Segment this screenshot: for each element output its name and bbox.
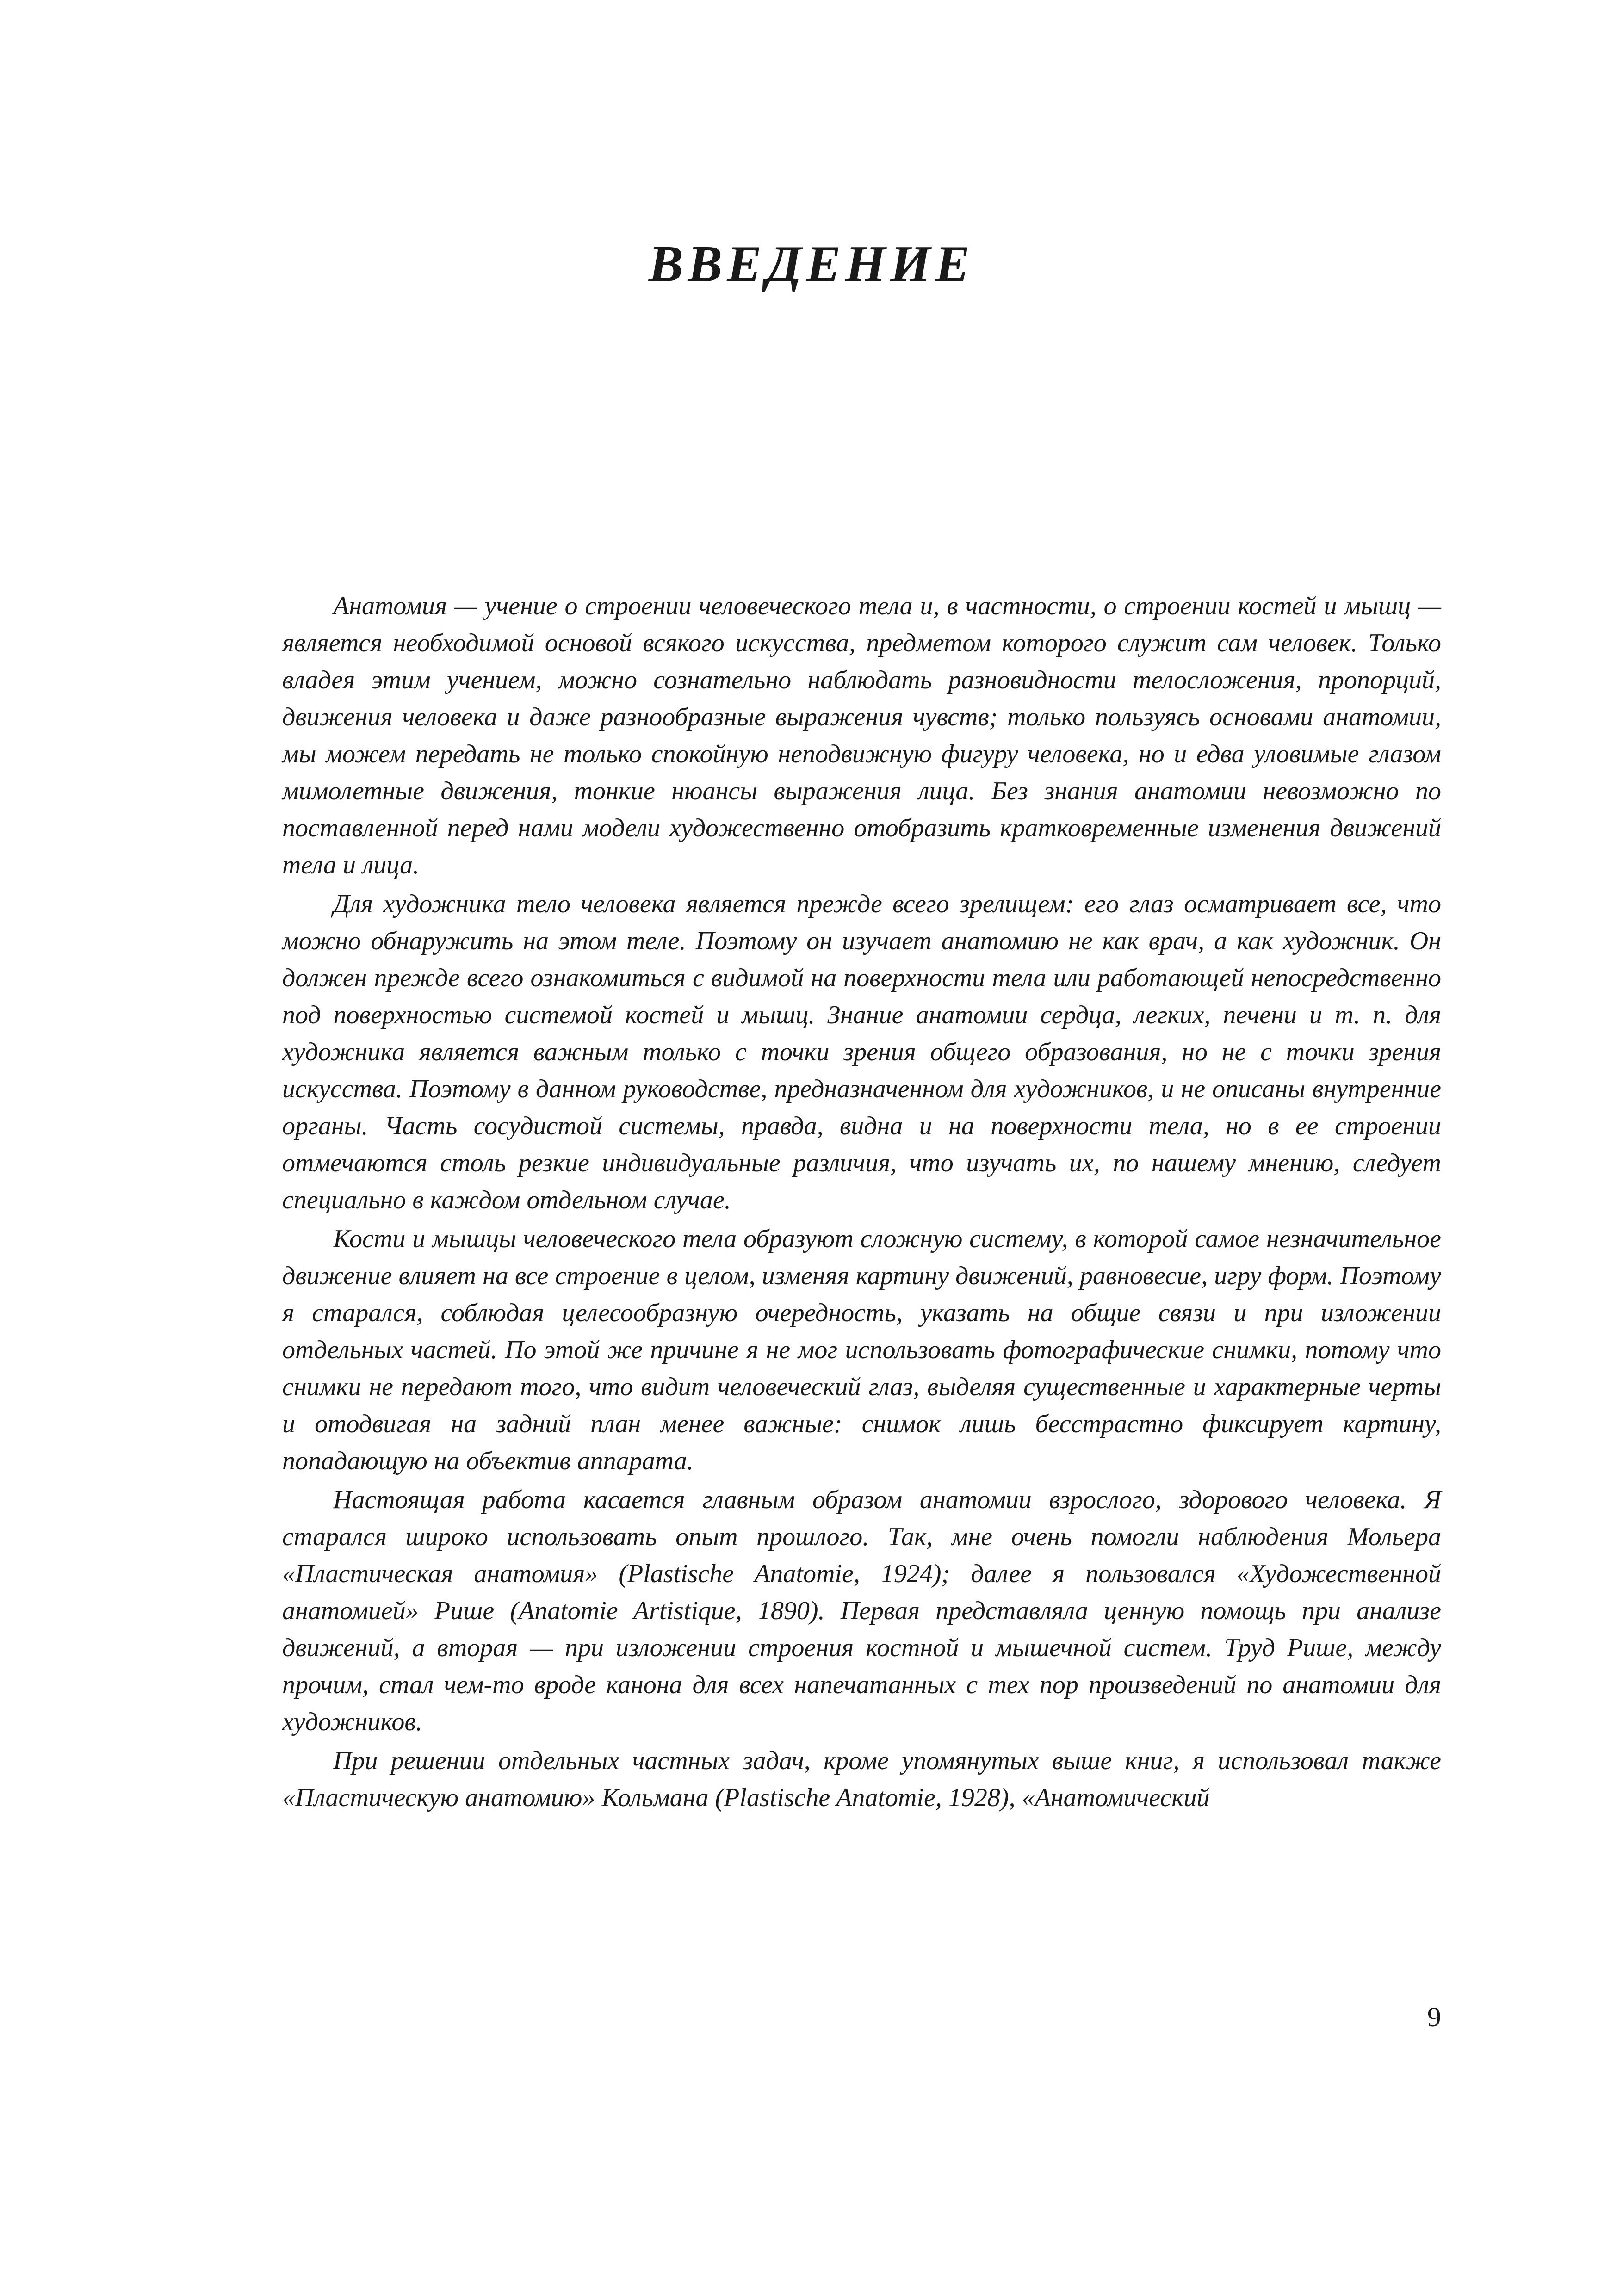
page-title: ВВЕДЕНИЕ xyxy=(648,235,975,293)
paragraph-2: Для художника тело человека является прежде всего зрелищем: его глаз осматривает все, что можно обнаружить на этом теле. Поэтому он изучает анатомию не как врач, а как художник. Он должен прежде всего ознакомиться с видимой на поверхности тела или работающей непосредственно под поверхностью системой костей и мышц. Знание анатомии сердца, легких, печени и т. п. для художника является важным только с точки зрения общего образования, но не с точки зрения искусства. Поэтому в данном руководстве, предназначенном для художников, и не описаны внутренние органы. Часть сосудистой системы, правда, видна и на поверхности тела, но в ее строении отмечаются столь резкие индивидуальные различия, что изучать их, по нашему мнению, следует специально в каждом отдельном случае. xyxy=(282,890,1441,1214)
page-number: 9 xyxy=(1427,2002,1441,2032)
paragraph-1: Анатомия — учение о строении человеческого тела и, в частности, о строении костей и мышц — является необходимой основой всякого искусства, предметом которого служит сам человек. Только владея этим учением, можно сознательно наблюдать разновидности телосложения, пропорций, движения человека и даже разнообразные выражения чувств; только пользуясь основами анатомии, мы можем передать не только спокойную неподвижную фигуру человека, но и едва уловимые глазом мимолетные движения, тонкие нюансы выражения лица. Без знания анатомии невозможно по поставленной перед нами модели художественно отобразить кратковременные изменения движений тела и лица. xyxy=(282,592,1441,879)
paragraph-4: Настоящая работа касается главным образом анатомии взрослого, здорового человека. Я старался широко использовать опыт прошлого. Так, мне очень помогли наблюдения Мольера «Пластическая анатомия» (Plastische Anatomie, 1924); далее я пользовался «Художественной анатомией» Рише (Anatomie Artistique, 1890). Первая представляла ценную помощь при анализе движений, а вторая — при изложении строения костной и мышечной систем. Труд Рише, между прочим, стал чем-то вроде канона для всех напечатанных с тех пор произведений по анатомии для художников. xyxy=(282,1485,1441,1736)
paragraph-3: Кости и мышцы человеческого тела образуют сложную систему, в которой самое незначительное движение влияет на все строение в целом, изменяя картину движений, равновесие, игру форм. Поэтому я старался, соблюдая целесообразную очередность, указать на общие связи и при изложении отдельных частей. По этой же причине я не мог использовать фотографические снимки, потому что снимки не передают того, что видит человеческий глаз, выделяя существенные и характерные черты и отодвигая на задний план менее важные: снимок лишь бесстрастно фиксирует картину, попадающую на объектив аппарата. xyxy=(282,1225,1441,1475)
paragraph-5: При решении отдельных частных задач, кроме упомянутых выше книг, я использовал также «Пластическую анатомию» Кольмана (Plastische Anatomie, 1928), «Анатомический xyxy=(282,1746,1441,1812)
body-text xyxy=(282,588,1441,1816)
